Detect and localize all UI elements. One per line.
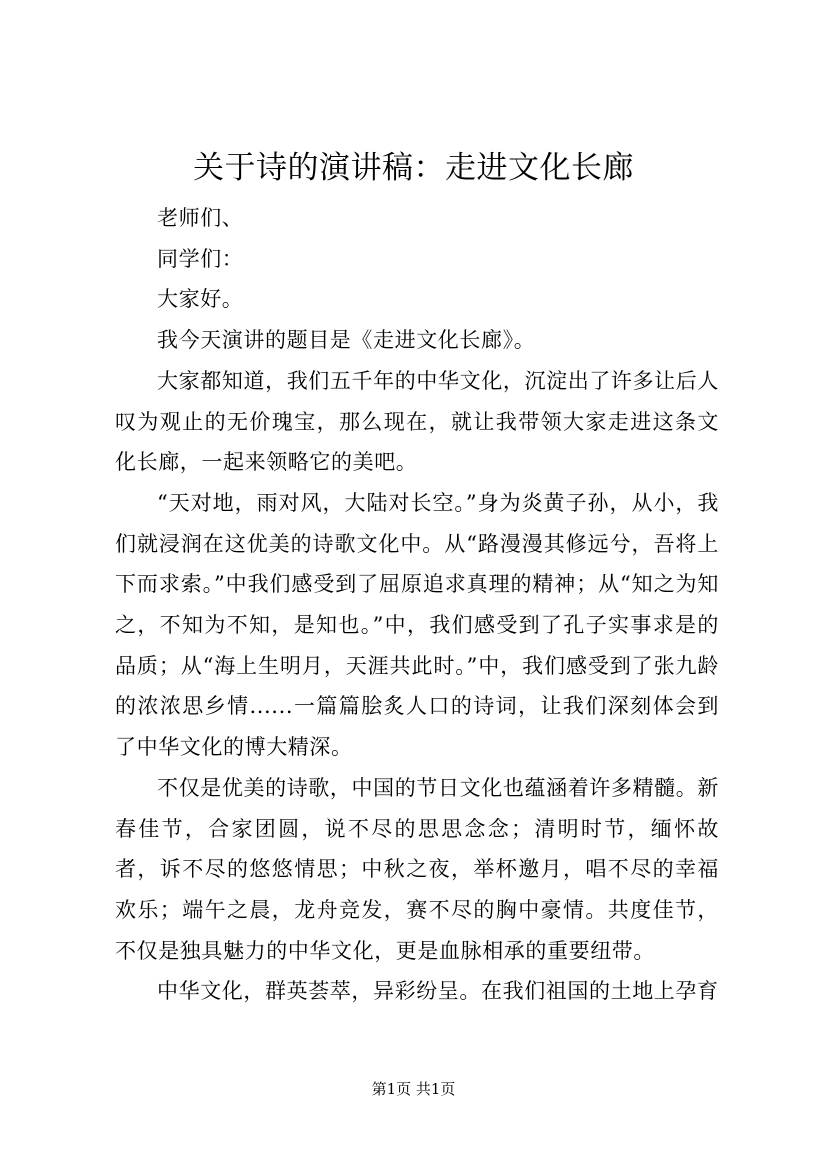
body-paragraph-intro: 大家都知道，我们五千年的中华文化，沉淀出了许多让后人叹为观止的无价瑰宝，那么现在，就让我带领大家走进这条文化长廊，一起来领略它的美吧。 xyxy=(115,368,719,475)
body-paragraph-poetry: “天对地，雨对风，大陆对长空。”身为炎黄子孙，从小，我们就浸润在这优美的诗歌文化中。从“路漫漫其修远兮，吾将上下而求索。”中我们感受到了屈原追求真理的精神；从“知之为知之，不知为不知，是知也。”中，我们感受到了孔子实事求是的品质；从“海上生明月，天涯共此时。”中，我们感受到了张九龄的浓浓思乡情......一篇篇脍炙人口的诗词，让我们深刻体会到了中华文化的博大精深。 xyxy=(115,490,719,760)
document-body xyxy=(115,198,719,1012)
body-paragraph-festivals: 不仅是优美的诗歌，中国的节日文化也蕴涵着许多精髓。新春佳节，合家团圆，说不尽的思思念念；清明时节，缅怀故者，诉不尽的悠悠情思；中秋之夜，举杯邀月，唱不尽的幸福欢乐；端午之晨，龙舟竞发，赛不尽的胸中豪情。共度佳节，不仅是独具魅力的中华文化，更是血脉相承的重要纽带。 xyxy=(115,775,719,963)
page-number-footer: 第1页 共1页 xyxy=(371,1080,456,1098)
greeting: 大家好。 xyxy=(157,287,244,312)
document-title: 关于诗的演讲稿：走进文化长廊 xyxy=(193,150,634,186)
salutation-teachers: 老师们、 xyxy=(157,206,244,230)
speech-topic-paragraph: 我今天演讲的题目是《走进文化长廊》。 xyxy=(157,328,536,353)
body-paragraph-culture: 中华文化，群英荟萃，异彩纷呈。在我们祖国的土地上孕育 xyxy=(157,979,719,1004)
salutation-students: 同学们： xyxy=(157,246,244,271)
